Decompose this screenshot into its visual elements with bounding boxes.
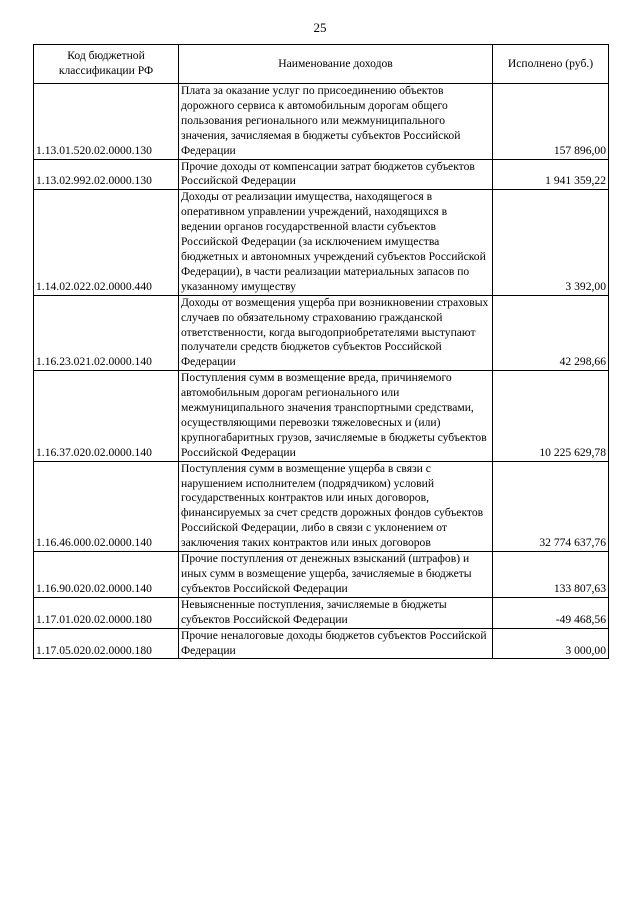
row-name: Доходы от возмещения ущерба при возникновении страховых случаев по обязательному страхованию гражданской ответственности, когда выгодоприобретателями выступают получатели средств бюджетов субъектов Российской Федерации xyxy=(179,295,493,371)
row-name: Прочие поступления от денежных взысканий (штрафов) и иных сумм в возмещение ущерба, зачисляемые в бюджеты субъектов Российской Федерации xyxy=(179,552,493,598)
row-value: 3 392,00 xyxy=(493,190,609,295)
row-code: 1.16.90.020.02.0000.140 xyxy=(34,552,179,598)
table-row xyxy=(34,552,609,598)
header-code: Код бюджетной классификации РФ xyxy=(34,45,179,84)
revenue-table xyxy=(33,44,609,659)
table-header-row xyxy=(34,45,609,84)
table-row xyxy=(34,190,609,295)
row-code: 1.16.23.021.02.0000.140 xyxy=(34,295,179,371)
table-row xyxy=(34,159,609,190)
row-code: 1.16.37.020.02.0000.140 xyxy=(34,371,179,461)
row-name: Поступления сумм в возмещение ущерба в связи с нарушением исполнителем (подрядчиком) условий государственных контрактов или иных договоров, финансируемых за счет средств дорожных фондов субъектов Российской Федерации, либо в связи с уклонением от заключения таких контрактов или иных договоров xyxy=(179,461,493,551)
row-value: 1 941 359,22 xyxy=(493,159,609,190)
table-row xyxy=(34,461,609,551)
row-name: Невыясненные поступления, зачисляемые в бюджеты субъектов Российской Федерации xyxy=(179,597,493,628)
table-row xyxy=(34,295,609,371)
row-code: 1.17.01.020.02.0000.180 xyxy=(34,597,179,628)
row-value: 42 298,66 xyxy=(493,295,609,371)
table-row xyxy=(34,597,609,628)
row-code: 1.16.46.000.02.0000.140 xyxy=(34,461,179,551)
table-row xyxy=(34,371,609,461)
table-row xyxy=(34,84,609,160)
row-name: Прочие неналоговые доходы бюджетов субъектов Российской Федерации xyxy=(179,628,493,659)
header-value: Исполнено (руб.) xyxy=(493,45,609,84)
row-value: -49 468,56 xyxy=(493,597,609,628)
row-value: 32 774 637,76 xyxy=(493,461,609,551)
row-code: 1.17.05.020.02.0000.180 xyxy=(34,628,179,659)
row-value: 10 225 629,78 xyxy=(493,371,609,461)
row-value: 3 000,00 xyxy=(493,628,609,659)
row-code: 1.14.02.022.02.0000.440 xyxy=(34,190,179,295)
row-value: 157 896,00 xyxy=(493,84,609,160)
row-code: 1.13.01.520.02.0000.130 xyxy=(34,84,179,160)
table-row xyxy=(34,628,609,659)
row-name: Доходы от реализации имущества, находящегося в оперативном управлении учреждений, находящихся в ведении органов государственной власти субъектов Российской Федерации (за исключением имущества бюджетных и автономных учреждений субъектов Российской Федерации), в части реализации материальных запасов по указанному имуществу xyxy=(179,190,493,295)
row-name: Прочие доходы от компенсации затрат бюджетов субъектов Российской Федерации xyxy=(179,159,493,190)
row-value: 133 807,63 xyxy=(493,552,609,598)
row-name: Плата за оказание услуг по присоединению объектов дорожного сервиса к автомобильным дорогам общего пользования регионального или межмуниципального значения, зачисляемая в бюджеты субъектов Российской Федерации xyxy=(179,84,493,160)
row-name: Поступления сумм в возмещение вреда, причиняемого автомобильным дорогам регионального или межмуниципального значения транспортными средствами, осуществляющими перевозки тяжеловесных и (или) крупногабаритных грузов, зачисляемые в бюджеты субъектов Российской Федерации xyxy=(179,371,493,461)
row-code: 1.13.02.992.02.0000.130 xyxy=(34,159,179,190)
page-number: 25 xyxy=(313,20,327,35)
header-name: Наименование доходов xyxy=(179,45,493,84)
